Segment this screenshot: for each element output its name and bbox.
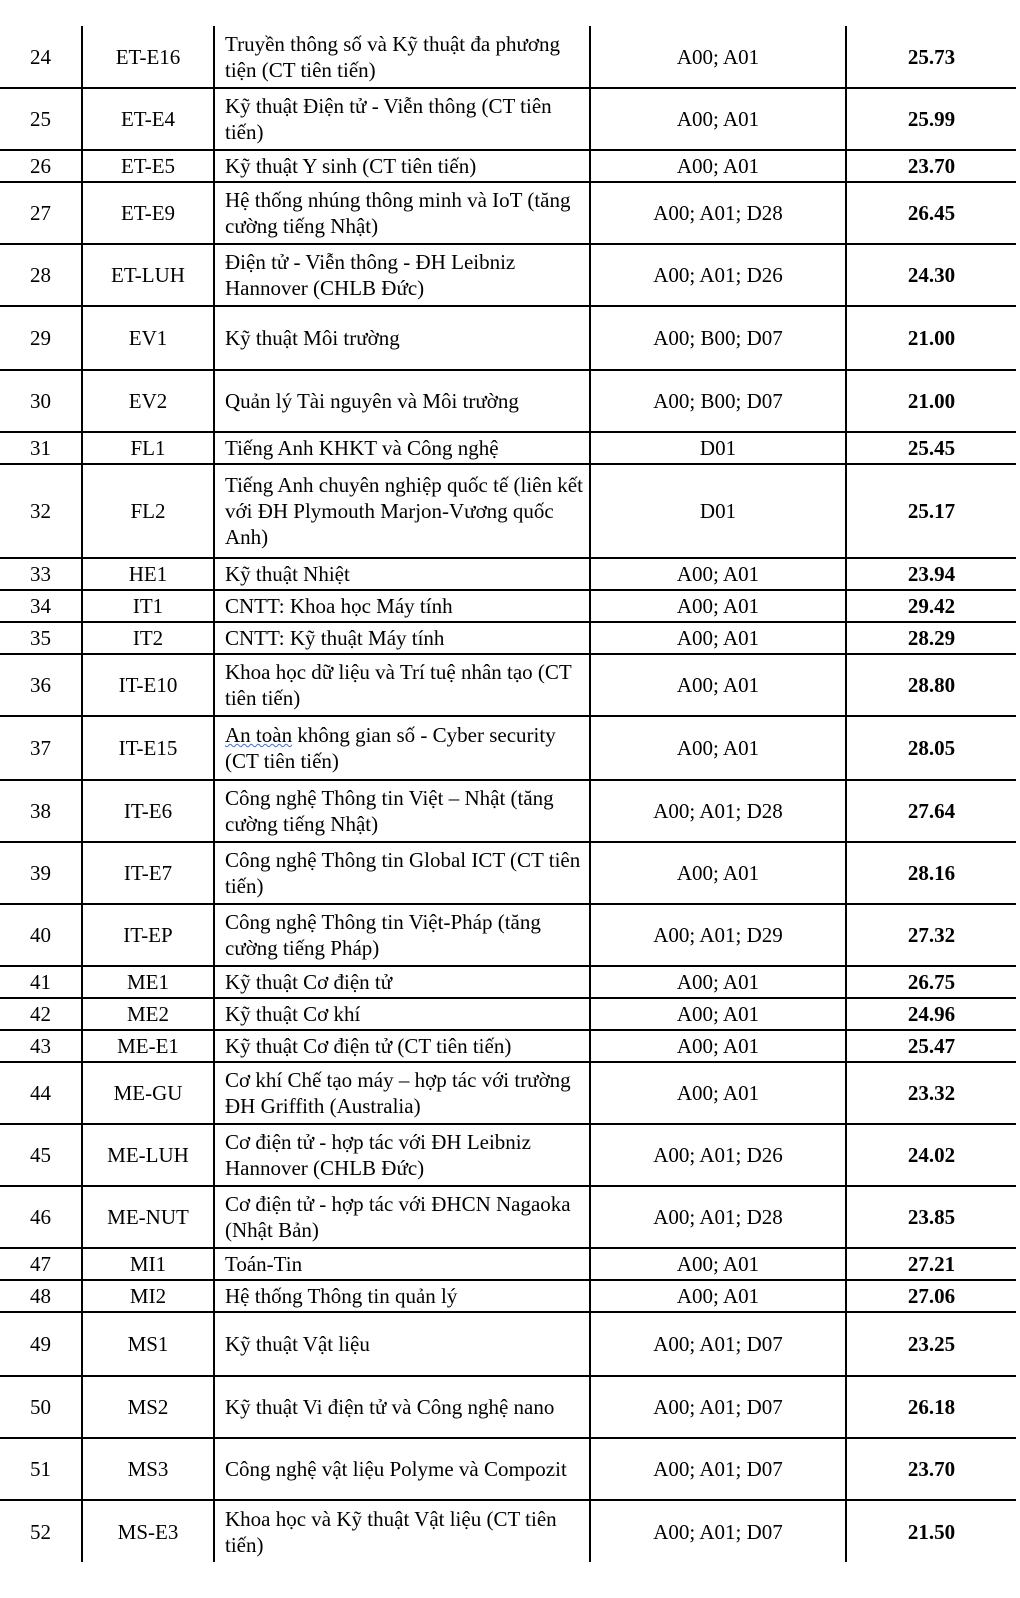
subject-groups: A00; A01 bbox=[590, 998, 846, 1030]
program-code: EV1 bbox=[82, 306, 214, 370]
admission-score: 23.70 bbox=[846, 150, 1016, 182]
subject-groups: A00; A01; D28 bbox=[590, 780, 846, 842]
program-code: FL2 bbox=[82, 464, 214, 558]
subject-groups: A00; A01; D29 bbox=[590, 904, 846, 966]
admission-score: 23.94 bbox=[846, 558, 1016, 590]
subject-groups: D01 bbox=[590, 432, 846, 464]
row-number: 27 bbox=[0, 182, 82, 244]
table-row bbox=[0, 904, 1016, 966]
program-name: Tiếng Anh chuyên nghiệp quốc tế (liên kết với ĐH Plymouth Marjon-Vương quốc Anh) bbox=[214, 464, 590, 558]
row-number: 28 bbox=[0, 244, 82, 306]
admission-score: 27.21 bbox=[846, 1248, 1016, 1280]
program-name: Kỹ thuật Y sinh (CT tiên tiến) bbox=[214, 150, 590, 182]
subject-groups: A00; A01 bbox=[590, 1248, 846, 1280]
program-code: IT-E6 bbox=[82, 780, 214, 842]
table-row bbox=[0, 88, 1016, 150]
table-row bbox=[0, 654, 1016, 716]
table-row bbox=[0, 966, 1016, 998]
row-number: 38 bbox=[0, 780, 82, 842]
admission-score-table bbox=[0, 26, 1016, 1562]
subject-groups: A00; A01 bbox=[590, 558, 846, 590]
program-name: Toán-Tin bbox=[214, 1248, 590, 1280]
row-number: 35 bbox=[0, 622, 82, 654]
table-row bbox=[0, 1248, 1016, 1280]
admission-score: 25.17 bbox=[846, 464, 1016, 558]
table-row bbox=[0, 716, 1016, 780]
table-row bbox=[0, 370, 1016, 432]
program-code: IT-E10 bbox=[82, 654, 214, 716]
program-name: Công nghệ Thông tin Global ICT (CT tiên tiến) bbox=[214, 842, 590, 904]
admission-score: 26.75 bbox=[846, 966, 1016, 998]
program-code: MS1 bbox=[82, 1312, 214, 1376]
subject-groups: A00; A01; D07 bbox=[590, 1438, 846, 1500]
table-row bbox=[0, 1062, 1016, 1124]
admission-score: 23.32 bbox=[846, 1062, 1016, 1124]
program-code: ME2 bbox=[82, 998, 214, 1030]
subject-groups: A00; A01; D26 bbox=[590, 1124, 846, 1186]
table-row bbox=[0, 432, 1016, 464]
admission-score: 21.50 bbox=[846, 1500, 1016, 1562]
table-row bbox=[0, 622, 1016, 654]
program-name: CNTT: Kỹ thuật Máy tính bbox=[214, 622, 590, 654]
table-row bbox=[0, 1186, 1016, 1248]
admission-score: 23.70 bbox=[846, 1438, 1016, 1500]
subject-groups: A00; A01; D07 bbox=[590, 1500, 846, 1562]
admission-score: 28.05 bbox=[846, 716, 1016, 780]
admission-score: 26.45 bbox=[846, 182, 1016, 244]
table-row bbox=[0, 1376, 1016, 1438]
admission-score: 29.42 bbox=[846, 590, 1016, 622]
program-code: ET-LUH bbox=[82, 244, 214, 306]
program-name: Hệ thống Thông tin quản lý bbox=[214, 1280, 590, 1312]
row-number: 43 bbox=[0, 1030, 82, 1062]
subject-groups: D01 bbox=[590, 464, 846, 558]
row-number: 52 bbox=[0, 1500, 82, 1562]
admission-score: 24.30 bbox=[846, 244, 1016, 306]
admission-score: 21.00 bbox=[846, 306, 1016, 370]
program-name: Hệ thống nhúng thông minh và IoT (tăng cường tiếng Nhật) bbox=[214, 182, 590, 244]
program-code: ME1 bbox=[82, 966, 214, 998]
row-number: 33 bbox=[0, 558, 82, 590]
row-number: 47 bbox=[0, 1248, 82, 1280]
table-row bbox=[0, 558, 1016, 590]
program-code: MS2 bbox=[82, 1376, 214, 1438]
row-number: 45 bbox=[0, 1124, 82, 1186]
program-name: Truyền thông số và Kỹ thuật đa phương tiện (CT tiên tiến) bbox=[214, 26, 590, 88]
table-row bbox=[0, 464, 1016, 558]
program-name: Công nghệ vật liệu Polyme và Compozit bbox=[214, 1438, 590, 1500]
row-number: 26 bbox=[0, 150, 82, 182]
program-name: Kỹ thuật Vật liệu bbox=[214, 1312, 590, 1376]
row-number: 37 bbox=[0, 716, 82, 780]
program-code: ET-E5 bbox=[82, 150, 214, 182]
program-name: Cơ điện tử - hợp tác với ĐHCN Nagaoka (Nhật Bản) bbox=[214, 1186, 590, 1248]
program-code: IT1 bbox=[82, 590, 214, 622]
admission-score: 24.96 bbox=[846, 998, 1016, 1030]
admission-score: 25.45 bbox=[846, 432, 1016, 464]
subject-groups: A00; A01; D28 bbox=[590, 182, 846, 244]
row-number: 29 bbox=[0, 306, 82, 370]
program-code: MS3 bbox=[82, 1438, 214, 1500]
program-name: Quản lý Tài nguyên và Môi trường bbox=[214, 370, 590, 432]
row-number: 51 bbox=[0, 1438, 82, 1500]
admission-score: 24.02 bbox=[846, 1124, 1016, 1186]
program-code: IT2 bbox=[82, 622, 214, 654]
admission-score: 25.73 bbox=[846, 26, 1016, 88]
program-name: Kỹ thuật Cơ khí bbox=[214, 998, 590, 1030]
row-number: 41 bbox=[0, 966, 82, 998]
spellcheck-mark: An toàn bbox=[225, 723, 293, 747]
admission-score: 28.80 bbox=[846, 654, 1016, 716]
row-number: 39 bbox=[0, 842, 82, 904]
table-row bbox=[0, 1030, 1016, 1062]
row-number: 49 bbox=[0, 1312, 82, 1376]
program-code: ET-E4 bbox=[82, 88, 214, 150]
program-name: CNTT: Khoa học Máy tính bbox=[214, 590, 590, 622]
program-name: Điện tử - Viễn thông - ĐH Leibniz Hannover (CHLB Đức) bbox=[214, 244, 590, 306]
subject-groups: A00; A01; D07 bbox=[590, 1312, 846, 1376]
subject-groups: A00; A01 bbox=[590, 716, 846, 780]
row-number: 36 bbox=[0, 654, 82, 716]
program-name: An toàn không gian số - Cyber security (CT tiên tiến) bbox=[214, 716, 590, 780]
program-name: Khoa học dữ liệu và Trí tuệ nhân tạo (CT tiên tiến) bbox=[214, 654, 590, 716]
program-code: EV2 bbox=[82, 370, 214, 432]
admission-score: 25.99 bbox=[846, 88, 1016, 150]
row-number: 40 bbox=[0, 904, 82, 966]
subject-groups: A00; A01 bbox=[590, 966, 846, 998]
subject-groups: A00; A01; D26 bbox=[590, 244, 846, 306]
table-row bbox=[0, 306, 1016, 370]
admission-score: 27.06 bbox=[846, 1280, 1016, 1312]
admission-score: 26.18 bbox=[846, 1376, 1016, 1438]
program-code: IT-EP bbox=[82, 904, 214, 966]
subject-groups: A00; A01 bbox=[590, 1030, 846, 1062]
admission-score: 27.64 bbox=[846, 780, 1016, 842]
subject-groups: A00; A01 bbox=[590, 88, 846, 150]
program-name: Kỹ thuật Vi điện tử và Công nghệ nano bbox=[214, 1376, 590, 1438]
program-code: IT-E15 bbox=[82, 716, 214, 780]
program-code: ET-E16 bbox=[82, 26, 214, 88]
table-row bbox=[0, 182, 1016, 244]
row-number: 48 bbox=[0, 1280, 82, 1312]
table-row bbox=[0, 244, 1016, 306]
subject-groups: A00; A01 bbox=[590, 590, 846, 622]
row-number: 44 bbox=[0, 1062, 82, 1124]
program-name: Cơ điện tử - hợp tác với ĐH Leibniz Hannover (CHLB Đức) bbox=[214, 1124, 590, 1186]
program-name: Kỹ thuật Cơ điện tử (CT tiên tiến) bbox=[214, 1030, 590, 1062]
admission-score: 28.16 bbox=[846, 842, 1016, 904]
program-name: Kỹ thuật Điện tử - Viễn thông (CT tiên tiến) bbox=[214, 88, 590, 150]
subject-groups: A00; A01 bbox=[590, 1280, 846, 1312]
admission-score: 27.32 bbox=[846, 904, 1016, 966]
program-code: FL1 bbox=[82, 432, 214, 464]
row-number: 42 bbox=[0, 998, 82, 1030]
program-name: Kỹ thuật Môi trường bbox=[214, 306, 590, 370]
row-number: 32 bbox=[0, 464, 82, 558]
admission-score: 23.85 bbox=[846, 1186, 1016, 1248]
table-row bbox=[0, 998, 1016, 1030]
admission-score: 25.47 bbox=[846, 1030, 1016, 1062]
program-name: Kỹ thuật Cơ điện tử bbox=[214, 966, 590, 998]
program-code: ME-E1 bbox=[82, 1030, 214, 1062]
program-name: Công nghệ Thông tin Việt-Pháp (tăng cường tiếng Pháp) bbox=[214, 904, 590, 966]
subject-groups: A00; B00; D07 bbox=[590, 370, 846, 432]
admission-score: 28.29 bbox=[846, 622, 1016, 654]
program-code: ET-E9 bbox=[82, 182, 214, 244]
admission-score: 23.25 bbox=[846, 1312, 1016, 1376]
row-number: 31 bbox=[0, 432, 82, 464]
table-row bbox=[0, 1124, 1016, 1186]
subject-groups: A00; A01 bbox=[590, 622, 846, 654]
subject-groups: A00; A01 bbox=[590, 150, 846, 182]
table-body bbox=[0, 26, 1016, 1562]
row-number: 24 bbox=[0, 26, 82, 88]
table-row bbox=[0, 780, 1016, 842]
program-name: Tiếng Anh KHKT và Công nghệ bbox=[214, 432, 590, 464]
table-row bbox=[0, 26, 1016, 88]
program-name: Khoa học và Kỹ thuật Vật liệu (CT tiên tiến) bbox=[214, 1500, 590, 1562]
program-code: MI1 bbox=[82, 1248, 214, 1280]
subject-groups: A00; A01; D07 bbox=[590, 1376, 846, 1438]
program-name: Kỹ thuật Nhiệt bbox=[214, 558, 590, 590]
table-row bbox=[0, 150, 1016, 182]
table-row bbox=[0, 590, 1016, 622]
program-code: ME-LUH bbox=[82, 1124, 214, 1186]
table-row bbox=[0, 1438, 1016, 1500]
subject-groups: A00; A01 bbox=[590, 1062, 846, 1124]
table-row bbox=[0, 1280, 1016, 1312]
row-number: 30 bbox=[0, 370, 82, 432]
row-number: 50 bbox=[0, 1376, 82, 1438]
table-row bbox=[0, 842, 1016, 904]
subject-groups: A00; A01 bbox=[590, 26, 846, 88]
program-code: MS-E3 bbox=[82, 1500, 214, 1562]
row-number: 34 bbox=[0, 590, 82, 622]
subject-groups: A00; A01 bbox=[590, 654, 846, 716]
program-name: Cơ khí Chế tạo máy – hợp tác với trường ĐH Griffith (Australia) bbox=[214, 1062, 590, 1124]
program-code: MI2 bbox=[82, 1280, 214, 1312]
program-code: HE1 bbox=[82, 558, 214, 590]
program-code: IT-E7 bbox=[82, 842, 214, 904]
table-row bbox=[0, 1500, 1016, 1562]
subject-groups: A00; A01 bbox=[590, 842, 846, 904]
table-row bbox=[0, 1312, 1016, 1376]
admission-score: 21.00 bbox=[846, 370, 1016, 432]
subject-groups: A00; A01; D28 bbox=[590, 1186, 846, 1248]
program-code: ME-NUT bbox=[82, 1186, 214, 1248]
program-name: Công nghệ Thông tin Việt – Nhật (tăng cường tiếng Nhật) bbox=[214, 780, 590, 842]
row-number: 46 bbox=[0, 1186, 82, 1248]
subject-groups: A00; B00; D07 bbox=[590, 306, 846, 370]
row-number: 25 bbox=[0, 88, 82, 150]
program-code: ME-GU bbox=[82, 1062, 214, 1124]
